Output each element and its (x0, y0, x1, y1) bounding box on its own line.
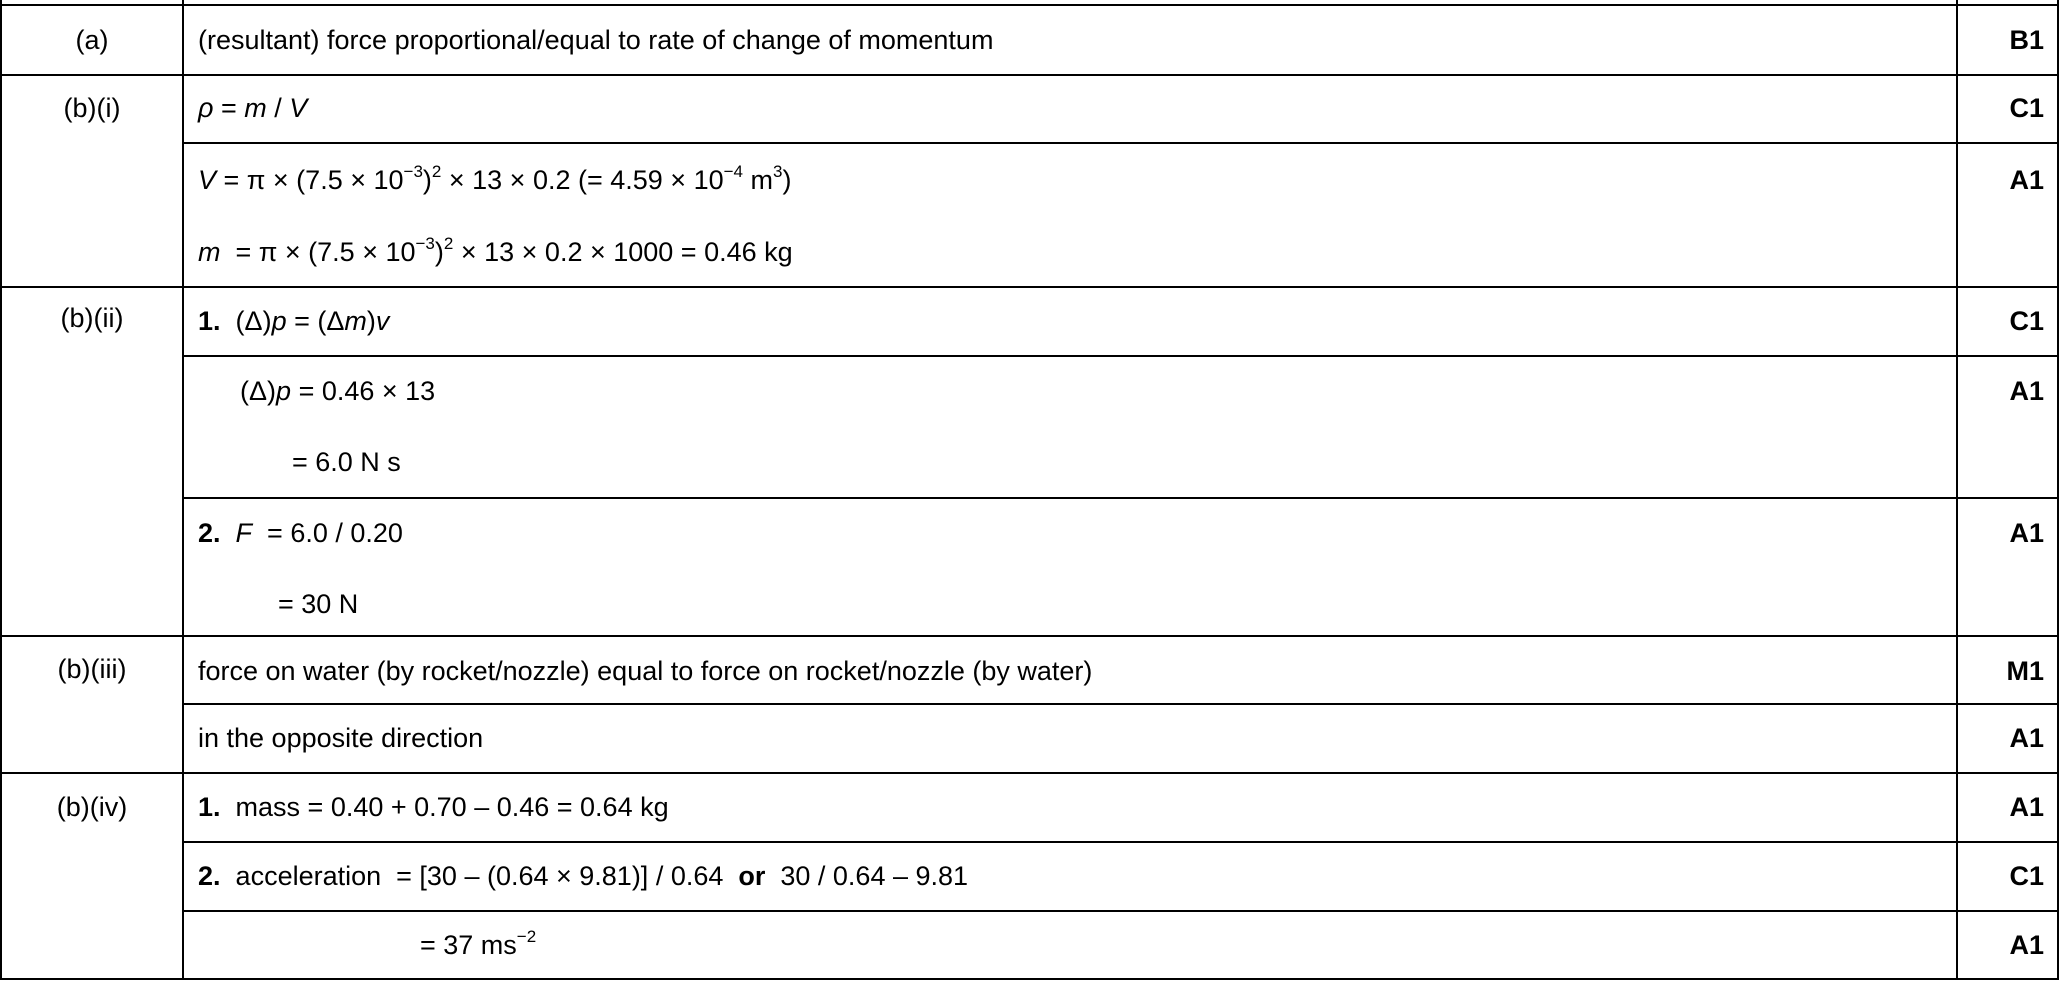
expression: = 37 ms (420, 930, 517, 960)
answer-text: (resultant) force proportional/equal to rate of change of momentum (198, 25, 994, 55)
line-divider (182, 703, 2059, 705)
expression: × 13 × 0.2 (= 4.59 × 10 (441, 165, 724, 195)
symbol-f: F (235, 518, 253, 548)
expression: ) (782, 165, 792, 195)
mark-code: B1 (2009, 25, 2044, 55)
expression: = π × (7.5 × 10 (216, 165, 404, 195)
part-number: 2. (198, 861, 221, 891)
expression: ) (366, 306, 376, 336)
equals: = (213, 93, 245, 123)
line-divider (182, 355, 2059, 357)
mark-code: M1 (2006, 656, 2044, 686)
symbol-v: V (289, 93, 308, 123)
symbol-v: V (198, 165, 217, 195)
answer-line (198, 164, 791, 196)
mark-code: C1 (2009, 861, 2044, 891)
exponent: 3 (773, 162, 783, 181)
answer-line: = 30 N (278, 589, 359, 619)
symbol-p: p (271, 306, 287, 336)
question-label: (a) (75, 25, 109, 55)
table-border (1956, 0, 1958, 980)
answer-line (198, 860, 968, 892)
exponent: −4 (723, 162, 743, 181)
answer-line (198, 791, 669, 823)
part-number: 1. (198, 306, 221, 336)
expression: acceleration = [30 – (0.64 × 9.81)] / 0.64 (235, 861, 739, 891)
answer-line (198, 236, 793, 268)
line-divider (182, 910, 2059, 912)
question-label: (b)(i) (63, 93, 121, 123)
symbol-v: v (375, 306, 390, 336)
expression: = 0.46 × 13 (291, 376, 436, 406)
answer-line (198, 305, 389, 337)
answer-line: = 6.0 N s (292, 447, 401, 477)
mark-code: C1 (2009, 93, 2044, 123)
exponent: 2 (431, 162, 442, 181)
unit: m (743, 165, 773, 195)
expression: mass = 0.40 + 0.70 – 0.46 = 0.64 kg (235, 792, 669, 822)
expression: (Δ) (240, 376, 277, 406)
answer-line (198, 92, 307, 124)
mark-code: A1 (2009, 792, 2044, 822)
part-number: 2. (198, 518, 221, 548)
mark-code: A1 (2009, 165, 2044, 195)
exponent: 2 (443, 234, 454, 253)
expression: × 13 × 0.2 × 1000 = 0.46 kg (453, 237, 793, 267)
row-divider (0, 4, 2059, 6)
answer-line (240, 375, 435, 407)
slash: / (266, 93, 290, 123)
answer-line (420, 929, 536, 961)
symbol-p: p (276, 376, 292, 406)
row-divider (0, 978, 2059, 980)
table-border (182, 0, 184, 980)
exponent: −3 (403, 162, 423, 181)
expression: (Δ) (235, 306, 272, 336)
expression: = π × (7.5 × 10 (220, 237, 416, 267)
or-keyword: or (738, 861, 766, 891)
question-label: (b)(iv) (56, 792, 128, 822)
expression: ) (422, 165, 432, 195)
line-divider (182, 841, 2059, 843)
answer-line (198, 517, 403, 549)
symbol-rho: ρ (198, 93, 214, 123)
mark-code: A1 (2009, 723, 2044, 753)
expression: = (Δ (286, 306, 345, 336)
question-label: (b)(ii) (60, 303, 124, 333)
symbol-m: m (244, 93, 267, 123)
symbol-m: m (198, 237, 221, 267)
mark-code: C1 (2009, 306, 2044, 336)
row-divider (0, 286, 2059, 288)
expression: = 6.0 / 0.20 (252, 518, 403, 548)
expression: 30 / 0.64 – 9.81 (765, 861, 969, 891)
exponent: −2 (516, 927, 537, 946)
mark-code: A1 (2009, 518, 2044, 548)
part-number: 1. (198, 792, 221, 822)
row-divider (0, 772, 2059, 774)
mark-code: A1 (2009, 376, 2044, 406)
table-border (0, 0, 2, 980)
line-divider (182, 142, 2059, 144)
question-label: (b)(iii) (57, 654, 127, 684)
answer-text: force on water (by rocket/nozzle) equal to force on rocket/nozzle (by water) (198, 656, 1093, 686)
row-divider (0, 74, 2059, 76)
mark-code: A1 (2009, 930, 2044, 960)
answer-text: in the opposite direction (198, 723, 484, 753)
exponent: −3 (415, 234, 435, 253)
row-divider (0, 635, 2059, 637)
expression: ) (434, 237, 444, 267)
line-divider (182, 497, 2059, 499)
symbol-m: m (344, 306, 367, 336)
